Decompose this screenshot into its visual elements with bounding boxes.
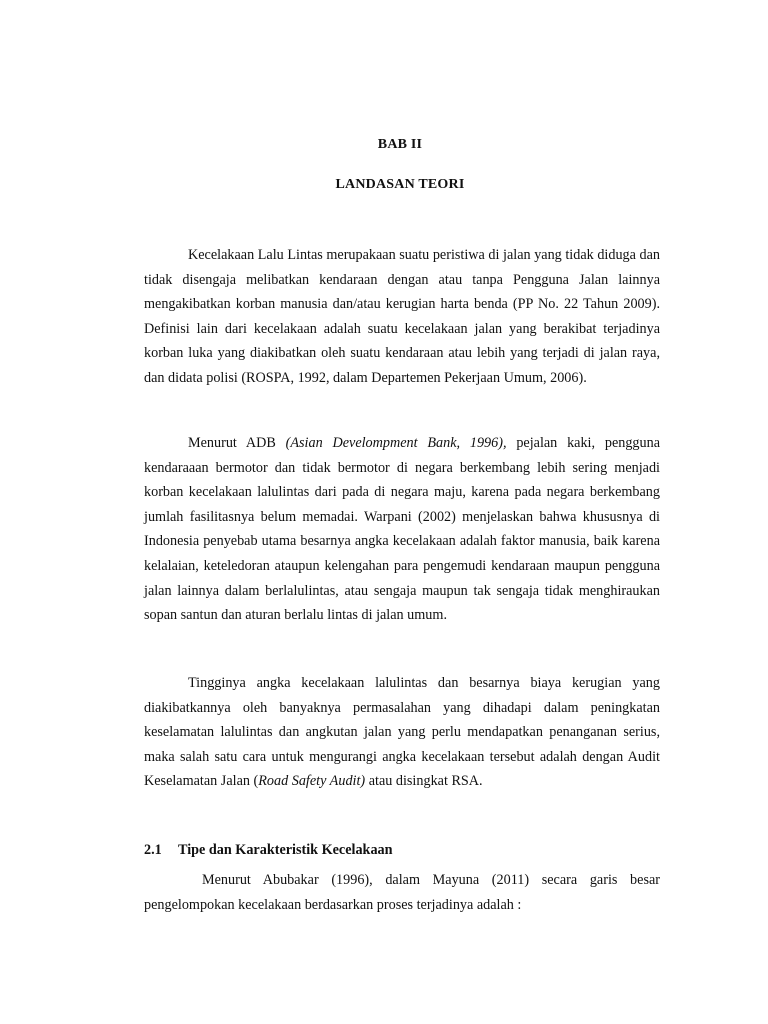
section-number: 2.1: [144, 842, 162, 858]
paragraph-3: [144, 671, 660, 794]
chapter-title: LANDASAN TEORI: [335, 177, 465, 192]
paragraph-2: [144, 431, 660, 628]
paragraph-2-text-start: Menurut ADB: [188, 435, 286, 451]
section-heading: [144, 842, 393, 859]
paragraph-3-text-start: Tingginya angka kecelakaan lalulintas dan besarnya biaya kerugian yang diakibatkannya oleh banyaknya permasalahan yang dihadapi dalam peningkatan keselamatan lalulintas dan angkutan jalan yang perlu mendapatkan penanganan serius, maka salah satu cara untuk mengurangi angka kecelakaan tersebut adalah dengan Audit Keselamatan Jalan (: [144, 675, 660, 790]
chapter-heading: BAB II: [377, 137, 423, 152]
paragraph-1: Kecelakaan Lalu Lintas merupakaan suatu peristiwa di jalan yang tidak diduga dan tidak disengaja melibatkan kendaraan dengan atau tanpa Pengguna Jalan lainnya mengakibatkan korban manusia dan/atau kerugian harta benda (PP No. 22 Tahun 2009). Definisi lain dari kecelakaan adalah suatu kecelakaan jalan yang berakibat terjadinya korban luka yang diakibatkan oleh suatu kendaraan atau lebih yang terjadi di jalan raya, dan didata polisi (ROSPA, 1992, dalam Departemen Pekerjaan Umum, 2006).: [144, 247, 660, 386]
paragraph-3-text-end: atau disingkat RSA.: [365, 773, 483, 790]
paragraph-3-italic-term: Road Safety Audit): [258, 773, 366, 790]
section-title: Tipe dan Karakteristik Kecelakaan: [178, 842, 393, 858]
paragraph-2-text-end: pejalan kaki, pengguna kendaraaan bermotor dan tidak bermotor di negara berkembang lebih sering menjadi korban kecelakaan lalulintas dari pada di negara maju, karena pada negara berkembang jumlah fasilitasnya belum memadai. Warpani (2002) menjelaskan bahwa khususnya di Indonesia penyebab utama besarnya angka kecelakaan adalah faktor manusia, baik karena kelalaian, keteledoran ataupun kelengahan para pengemudi kendaraan maupun pengguna jalan lainnya dalam berlalulintas, atau sengaja maupun tak sengaja tidak menghiraukan sopan santun dan aturan berlalu lintas di jalan umum.: [144, 435, 661, 624]
paragraph-2-italic-citation: (Asian Develompment Bank, 1996),: [285, 435, 507, 451]
paragraph-4: Menurut Abubakar (1996), dalam Mayuna (2011) secara garis besar pengelompokan kecelakaan berdasarkan proses terjadinya adalah :: [144, 872, 660, 913]
